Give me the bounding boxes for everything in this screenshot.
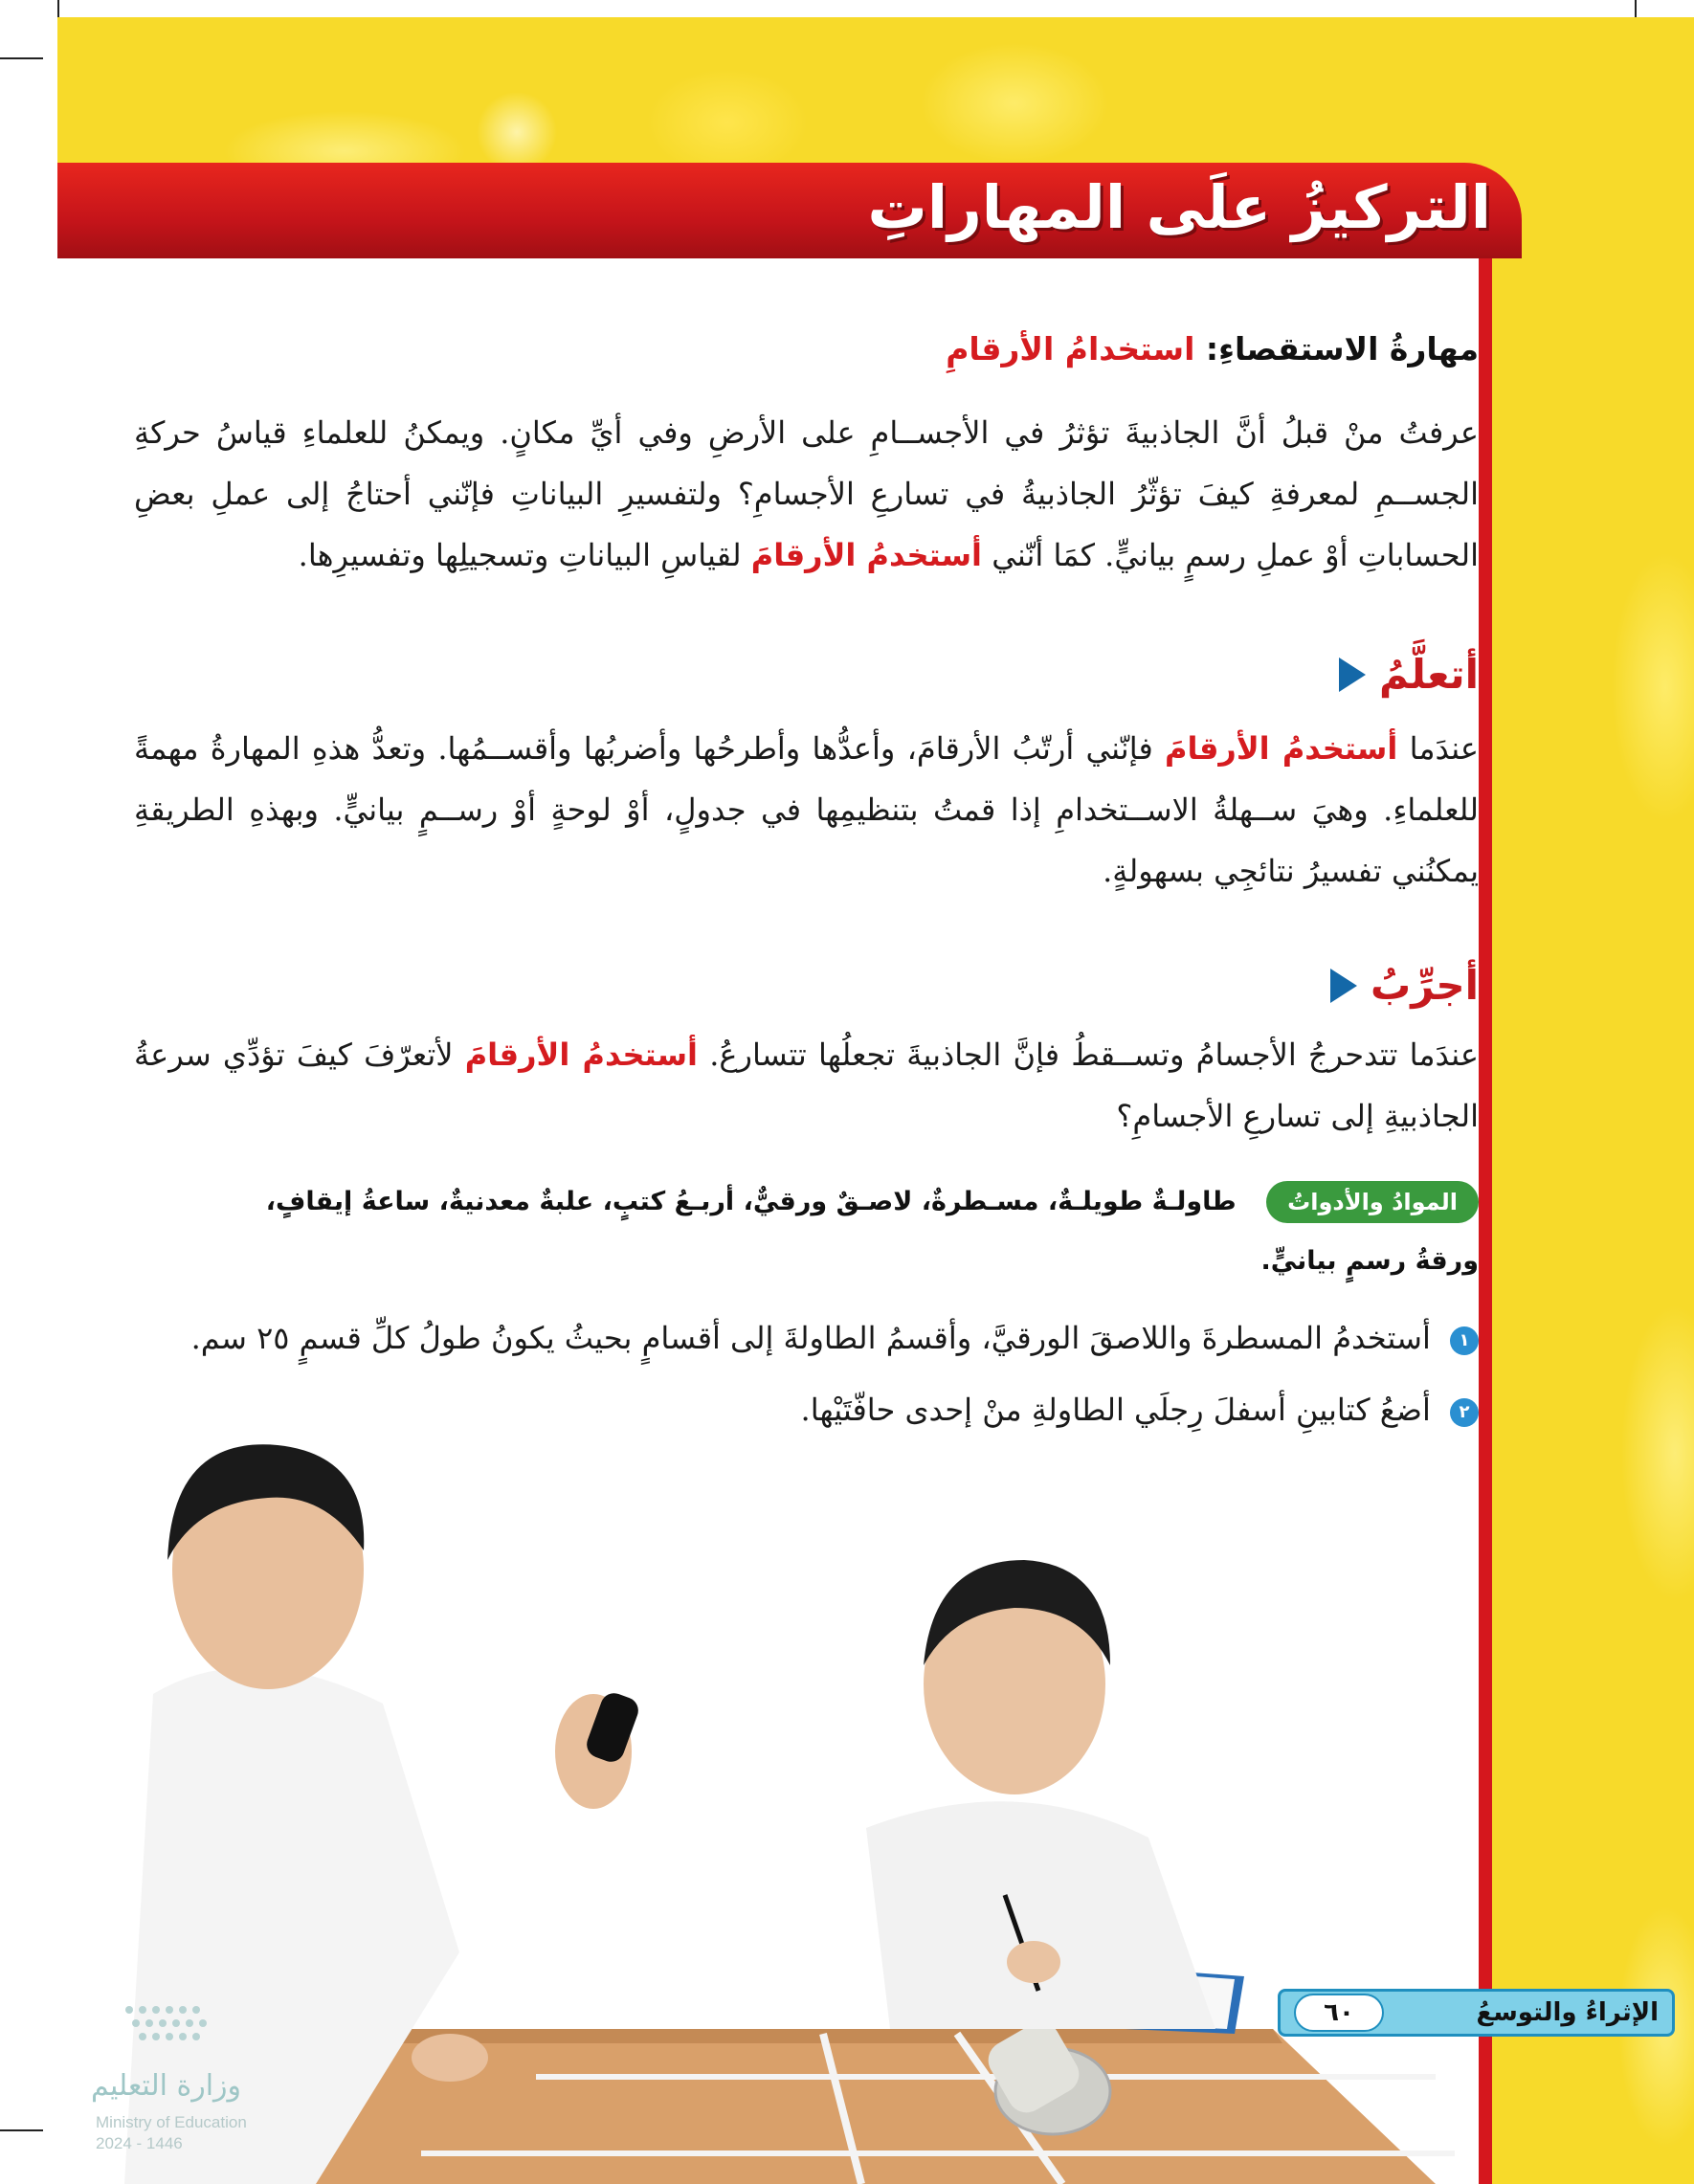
try-text-2: لأتعرّفَ كيفَ تؤدِّي سرعةُ الجاذبيةِ إلى تسارعِ الأجسامِ؟	[134, 1036, 1479, 1134]
learn-paragraph	[134, 718, 1479, 902]
step-number-badge: ٢	[1450, 1398, 1479, 1427]
ministry-english-name: Ministry of Education	[96, 2113, 247, 2131]
intro-text-2: لقياسِ البياناتِ وتسجيلِها وتفسيرِها.	[298, 537, 742, 573]
ministry-logo-watermark	[91, 2000, 292, 2173]
step-text: أضعُ كتابينِ أسفلَ رِجلَي الطاولةِ منْ إحدى حافّتَيْها.	[800, 1392, 1431, 1428]
skill-name: استخدامُ الأرقامِ	[946, 330, 1195, 368]
crop-mark	[0, 57, 43, 59]
intro-text-1: عرفتُ منْ قبلُ أنَّ الجاذبيةَ تؤثرُ في الأجســامِ على الأرضِ وفي أيِّ مكانٍ. ويمكنُ للعلماءِ قياسُ حركةِ الجســمِ لمعرفةِ كيفَ تؤثّرُ الجاذبيةُ في تسارعِ الأجسامِ؟ ولتفسيرِ البياناتِ فإنّني أحتاجُ إلى عملِ بعضِ الحساباتِ أوْ عملِ رسمٍ بيانيٍّ. كمَا أنّني	[134, 414, 1480, 573]
footer-label: الإثراءُ والتوسعُ	[1476, 1998, 1659, 2027]
page-number: ٦٠	[1294, 1994, 1384, 2032]
learn-heading-text: أتعلَّمُ	[1379, 651, 1479, 698]
footer-tab	[1278, 1989, 1675, 2037]
try-text-1: عندَما تتدحرجُ الأجسامُ وتســقطُ فإنَّ الجاذبيةَ تجعلُها تتسارعُ.	[709, 1036, 1480, 1073]
materials-row	[201, 1172, 1479, 1291]
learn-highlight: أستخدمُ الأرقامَ	[1165, 730, 1398, 767]
step-number-badge: ١	[1450, 1326, 1479, 1355]
try-highlight: أستخدمُ الأرقامَ	[464, 1036, 699, 1073]
skill-prefix: مهارةُ الاستقصاءِ:	[1205, 330, 1479, 368]
step-item	[182, 1311, 1479, 1365]
learn-heading	[1339, 651, 1479, 698]
learn-text-1: عندَما	[1409, 730, 1480, 767]
step-text: أستخدمُ المسطرةَ واللاصقَ الورقيَّ، وأقسمُ الطاولةَ إلى أقسامٍ بحيثُ يكونُ طولُ كلِّ قسمٍ ٢٥ سم.	[190, 1320, 1431, 1356]
ministry-year: 2024 - 1446	[96, 2134, 183, 2152]
ministry-logo-icon	[120, 2000, 234, 2058]
intro-paragraph	[134, 402, 1479, 586]
materials-badge: الموادُ والأدواتُ	[1266, 1181, 1479, 1223]
try-heading	[1330, 962, 1479, 1009]
try-paragraph	[134, 1024, 1479, 1147]
intro-highlight: أستخدمُ الأرقامَ	[750, 537, 983, 573]
try-heading-text: أجرِّبُ	[1371, 962, 1479, 1009]
triangle-bullet-icon	[1330, 969, 1357, 1003]
page-title: التركيزُ علَى المهاراتِ	[867, 172, 1491, 242]
materials-list: طاولـةٌ طويلـةٌ، مسـطرةٌ، لاصـقٌ ورقيٌّ، أربـعُ كتبٍ، علبةٌ معدنيةٌ، ساعةُ إيقافٍ، ورقةُ رسمٍ بيانيٍّ.	[265, 1187, 1479, 1276]
triangle-bullet-icon	[1339, 657, 1366, 692]
skill-line	[946, 330, 1479, 368]
learn-text-2: فإنّني أرتّبُ الأرقامَ، وأعدُّها وأطرحُها وأضربُها وأقســمُها. وتعدُّ هذهِ المهارةُ مهمةً للعلماءِ. وهيَ ســهلةُ الاســتخدامِ إذا قمتُ بتنظيمِها في جدولٍ، أوْ لوحةٍ أوْ رســمٍ بيانيٍّ. وبهذهِ الطريقةِ يمكنُني تفسيرُ نتائجِي بسهولةٍ.	[134, 730, 1479, 889]
ministry-arabic-name: وزارة التعليم	[91, 2069, 242, 2103]
